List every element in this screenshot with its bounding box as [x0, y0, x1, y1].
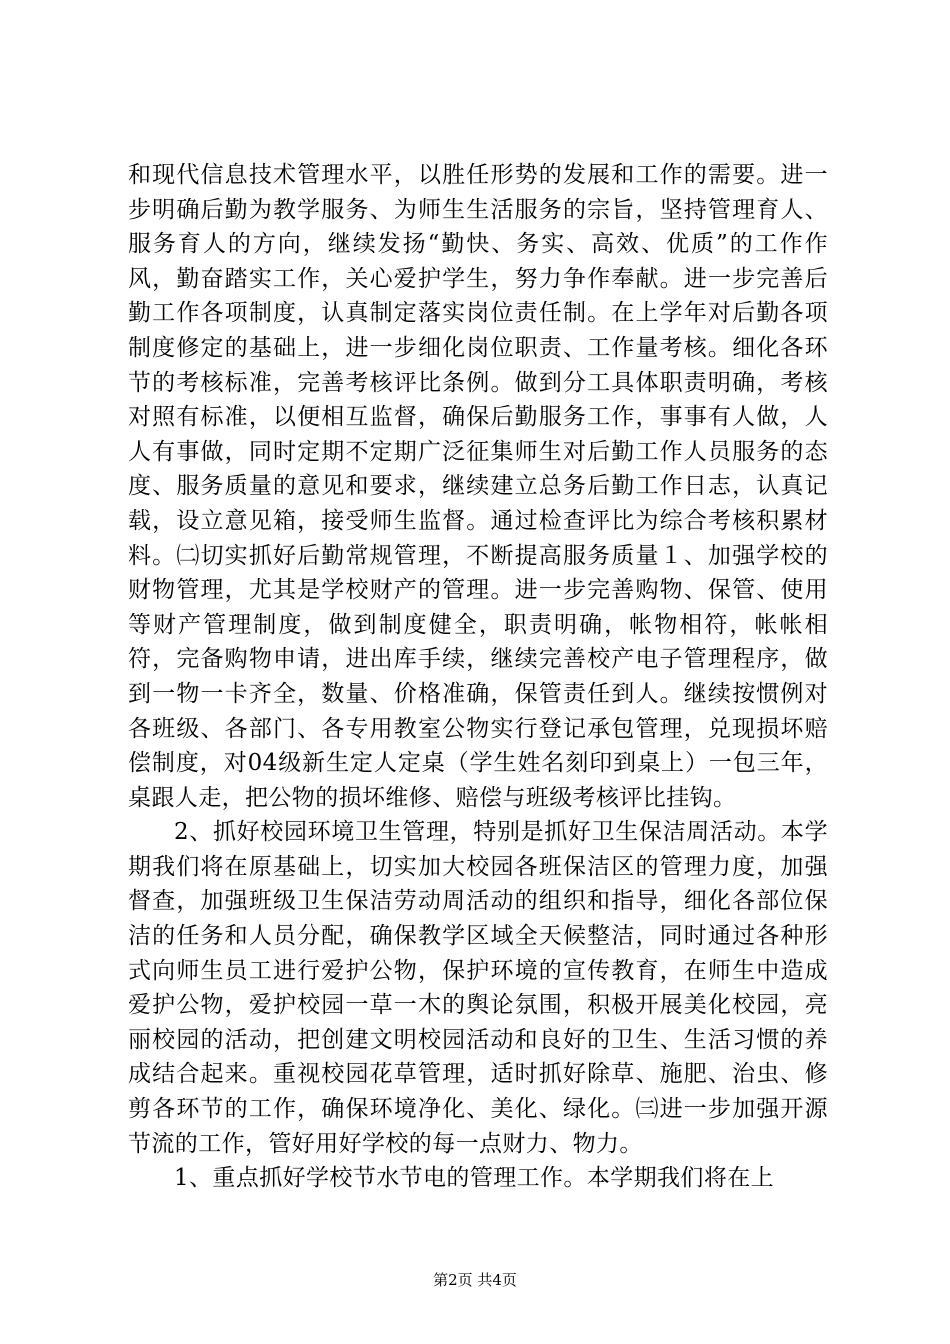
- document-body: [128, 158, 828, 1196]
- page-footer: [0, 1270, 950, 1290]
- paragraph-3: 1、重点抓好学校节水节电的管理工作。本学期我们将在上: [174, 1165, 775, 1192]
- paragraph-1: 和现代信息技术管理水平，以胜任形势的发展和工作的需要。进一步明确后勤为教学服务、为师生生活服务的宗旨，坚持管理育人、服务育人的方向，继续发扬“勤快、务实、高效、优质”的工作作风，勤奋踏实工作，关心爱护学生，努力争作奉献。进一步完善后勤工作各项制度，认真制定落实岗位责任制。在上学年对后勤各项制度修定的基础上，进一步细化岗位职责、工作量考核。细化各环节的考核标准，完善考核评比条例。做到分工具体职责明确，考核对照有标准，以便相互监督，确保后勤服务工作，事事有人做，人人有事做，同时定期不定期广泛征集师生对后勤工作人员服务的态度、服务质量的意见和要求，继续建立总务后勤工作日志，认真记载，设立意见箱，接受师生监督。通过检查评比为综合考核积累材料。㈡切实抓好后勤常规管理，不断提高服务质量１、加强学校的财物管理，尤其是学校财产的管理。进一步完善购物、保管、使用等财产管理制度，做到制度健全，职责明确，帐物相符，帐帐相符，完备购物申请，进出库手续，继续完善校产电子管理程序，做到一物一卡齐全，数量、价格准确，保管责任到人。继续按惯例对各班级、各部门、各专用教室公物实行登记承包管理，兑现损坏赔偿制度，对04级新生定人定桌（学生姓名刻印到桌上）一包三年，桌跟人走，把公物的损坏维修、赔偿与班级考核评比挂钩。: [128, 162, 828, 811]
- page-number-label: 第2页 共4页: [433, 1271, 517, 1289]
- paragraph-2: 2、抓好校园环境卫生管理，特别是抓好卫生保洁周活动。本学期我们将在原基础上，切实加大校园各班保洁区的管理力度，加强督查，加强班级卫生保洁劳动周活动的组织和指导，细化各部位保洁的任务和人员分配，确保教学区域全天候整洁，同时通过各种形式向师生员工进行爱护公物，保护环境的宣传教育，在师生中造成爱护公物，爱护校园一草一木的舆论氛围，积极开展美化校园，亮丽校园的活动，把创建文明校园活动和良好的卫生、生活习惯的养成结合起来。重视校园花草管理，适时抓好除草、施肥、治虫、修剪各环节的工作，确保环境净化、美化、绿化。㈢进一步加强开源节流的工作，管好用好学校的每一点财力、物力。: [128, 819, 828, 1157]
